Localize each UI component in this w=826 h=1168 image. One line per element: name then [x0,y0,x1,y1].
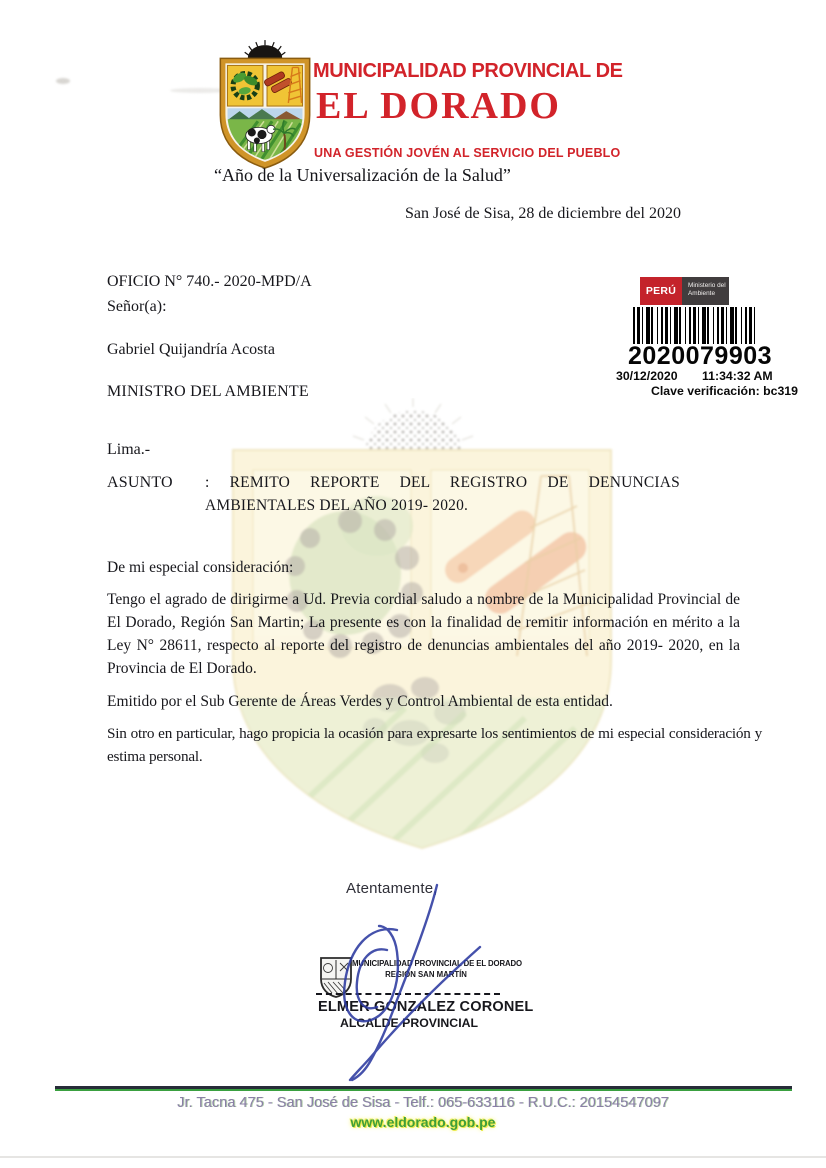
org-name: EL DORADO [316,85,561,127]
body-paragraph-2: Emitido por el Sub Gerente de Áreas Verdes y Control Ambiental de esta entidad. [107,693,613,710]
oficio-number: OFICIO N° 740.- 2020-MPD/A [107,273,312,290]
org-line1: MUNICIPALIDAD PROVINCIAL DE [313,60,623,82]
signer-title: ALCALDE PROVINCIAL [340,1016,478,1030]
stamp-date: 30/12/2020 [616,369,678,383]
signer-name: ELMER GONZALEZ CORONEL [318,999,534,1015]
body-paragraph-1: Tengo el agrado de dirigirme a Ud. Previa cordial saludo a nombre de la Municipalidad Provincial de El Dorado, Región San Martin; La presente es con la finalidad de remitir información en mérito a la Ley N° 28611, respecto al reporte del registro de denuncias ambientales del año 2019- 2020, en la Provincia de El Dorado. [107,591,740,677]
year-motto: “Año de la Universalización de la Salud” [214,165,511,185]
footer-website: www.eldorado.gob.pe [350,1114,496,1130]
subject-label: ASUNTO [107,474,173,491]
signature-ink-icon [253,874,493,1086]
closing: Atentamente, [346,880,438,897]
greeting: De mi especial consideración: [107,559,294,576]
recipient-city: Lima.- [107,441,151,458]
subject-value: : REMITO REPORTE DEL REGISTRO DE DENUNCIAS AMBIENTALES DEL AÑO 2019- 2020. [205,474,680,514]
verification-code: Clave verificación: bc319 [651,384,798,398]
registry-number: 2020079903 [628,342,773,370]
page-bottom-edge [0,1156,826,1158]
footer-rule-dark [55,1086,792,1089]
stamp-time: 11:34:32 AM [702,369,773,383]
round-stamp-line2: REGIÓN SAN MARTÍN [385,970,467,979]
recipient-name: Gabriel Quijandría Acosta [107,341,275,358]
recipient-title: MINISTRO DEL AMBIENTE [107,383,309,400]
footer-address: Jr. Tacna 475 - San José de Sisa - Telf.: 065-633116 - R.U.C.: 20154547097 [177,1095,669,1111]
recipient-salutation: Señor(a): [107,298,167,315]
municipal-crest-icon [217,36,313,170]
round-stamp-line1: MUNICIPALIDAD PROVINCIAL DE EL DORADO [352,959,523,968]
body-paragraph-3: Sin otro en particular, hago propicia la ocasión para expresarte los sentimientos de mi especial consideración y estima personal. [107,725,762,765]
footer-rule-green [55,1089,792,1090]
org-slogan: UNA GESTIÓN JOVÉN AL SERVICIO DEL PUEBLO [314,146,621,160]
footer-rule [55,1086,792,1091]
peru-brand-box: PERÚ [640,277,682,305]
barcode-icon [633,307,758,344]
scan-speck [56,78,70,84]
place-date: San José de Sisa, 28 de diciembre del 2020 [405,205,681,222]
ministry-box: Ministerio del Ambiente [682,277,729,305]
